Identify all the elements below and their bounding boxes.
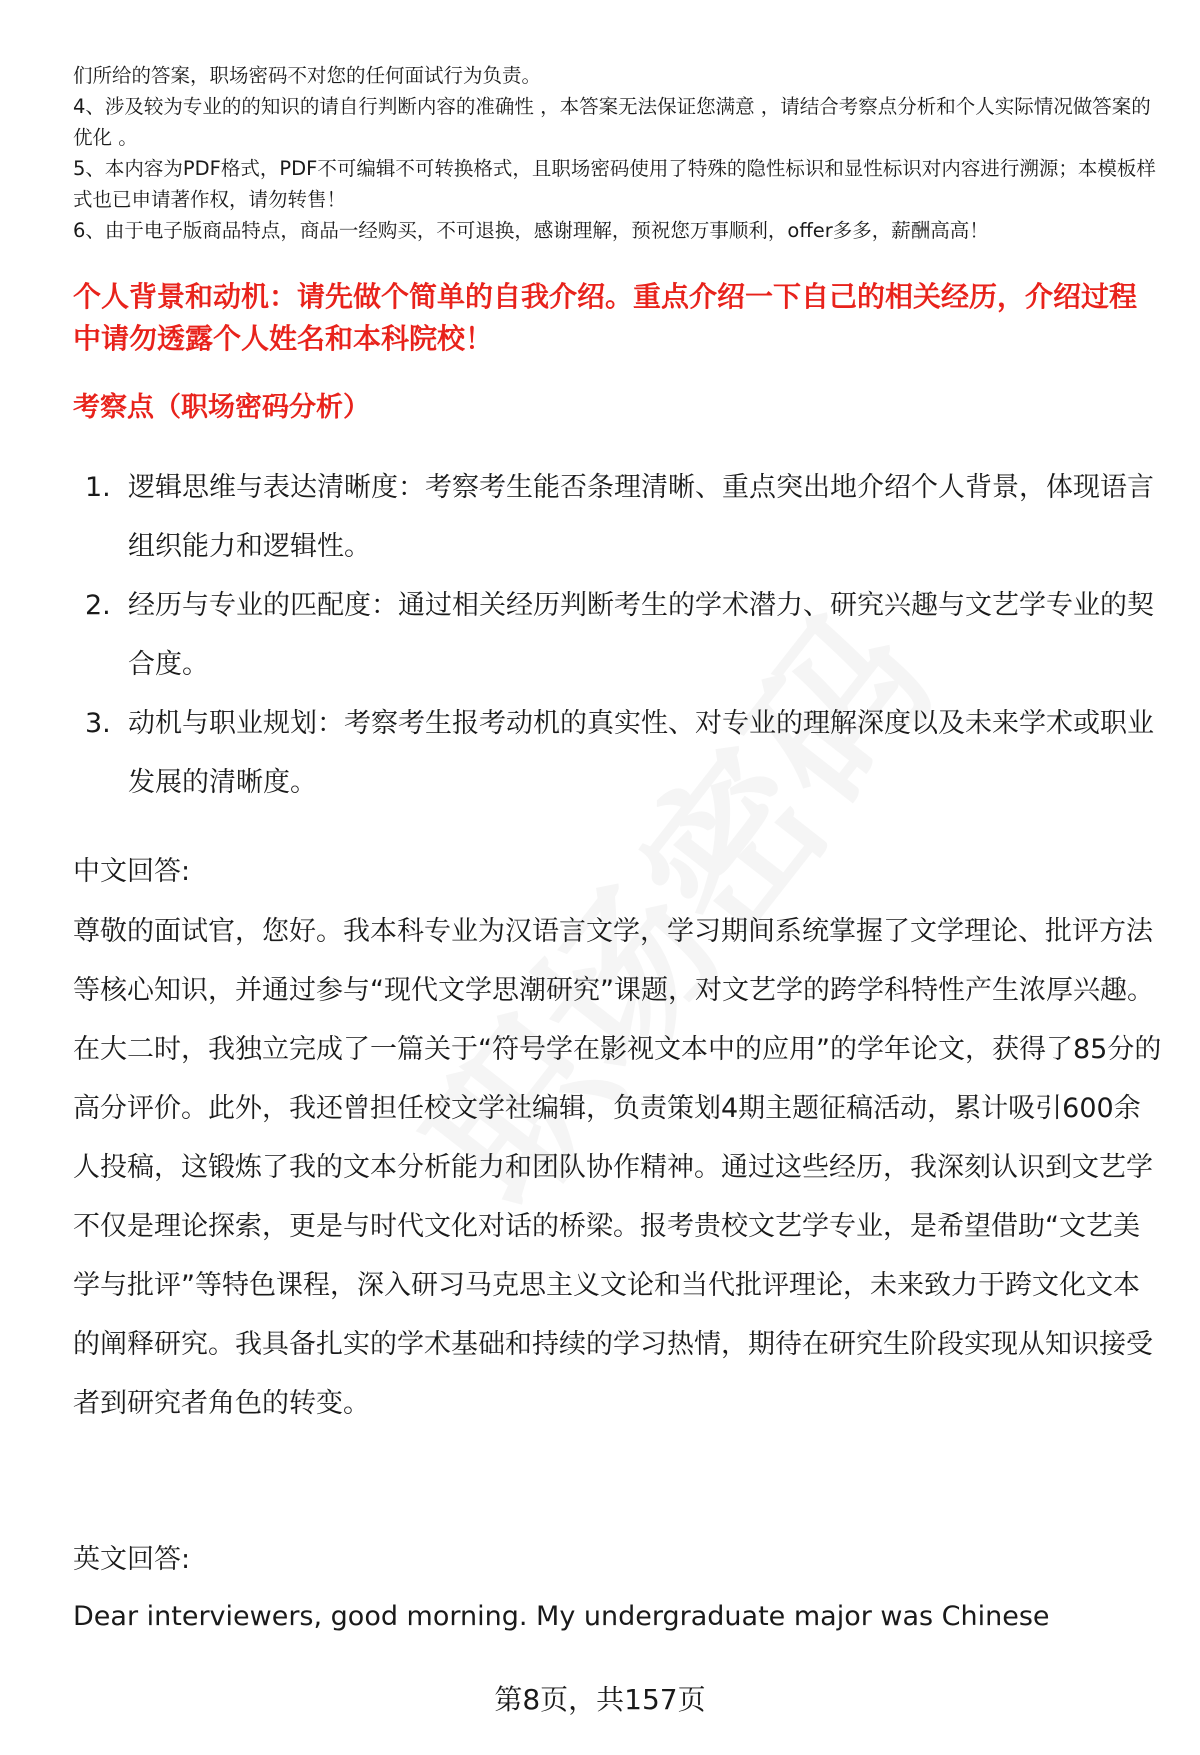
note-line: 4、涉及较为专业的的知识的请自行判断内容的准确性 ，本答案无法保证您满意 ，请结合考察点分析和个人实际情况做答案的优化 。 [73, 95, 1151, 149]
page-number: 第8页，共157页 [494, 1683, 706, 1716]
section-title: 考察点（职场密码分析） [73, 392, 370, 423]
list-item [73, 694, 1163, 812]
list-item-text: 经历与专业的匹配度：通过相关经历判断考生的学术潜力、研究兴趣与文艺学专业的契合度。 [128, 590, 1154, 680]
disclaimer-notes [73, 60, 1163, 246]
list-number: 2. [85, 590, 111, 621]
list-item [73, 458, 1163, 576]
list-item-text: 逻辑思维与表达清晰度：考察考生能否条理清晰、重点突出地介绍个人背景，体现语言组织能力和逻辑性。 [128, 472, 1154, 562]
list-number: 3. [85, 708, 111, 739]
list-number: 1. [85, 472, 111, 503]
chinese-answer-text: 尊敬的面试官，您好。我本科专业为汉语言文学，学习期间系统掌握了文学理论、批评方法等核心知识，并通过参与“现代文学思潮研究”课题，对文艺学的跨学科特性产生浓厚兴趣。在大二时，我独立完成了一篇关于“符号学在影视文本中的应用”的学年论文，获得了85分的高分评价。此外，我还曾担任校文学社编辑，负责策划4期主题征稿活动，累计吸引600余人投稿，这锻炼了我的文本分析能力和团队协作精神。通过这些经历，我深刻认识到文艺学不仅是理论探索，更是与时代文化对话的桥梁。报考贵校文艺学专业，是希望借助“文艺美学与批评”等特色课程，深入研习马克思主义文论和当代批评理论，未来致力于跨文化文本的阐释研究。我具备扎实的学术基础和持续的学习热情，期待在研究生阶段实现从知识接受者到研究者角色的转变。 [73, 916, 1162, 1419]
assessment-points [73, 458, 1163, 812]
list-item [73, 576, 1163, 694]
list-item-text: 动机与职业规划：考察考生报考动机的真实性、对专业的理解深度以及未来学术或职业发展的清晰度。 [128, 708, 1154, 798]
english-answer-text: Dear interviewers, good morning. My undergraduate major was Chinese [73, 1601, 1050, 1632]
chinese-answer-label: 中文回答: [73, 856, 191, 887]
question-title: 个人背景和动机：请先做个简单的自我介绍。重点介绍一下自己的相关经历，介绍过程中请勿透露个人姓名和本科院校！ [73, 280, 1138, 355]
english-answer-label: 英文回答: [73, 1544, 191, 1575]
note-line: 5、本内容为PDF格式，PDF不可编辑不可转换格式，且职场密码使用了特殊的隐性标识和显性标识对内容进行溯源；本模板样式也已申请著作权，请勿转售！ [73, 157, 1156, 211]
note-line: 6、由于电子版商品特点，商品一经购买，不可退换，感谢理解，预祝您万事顺利，offer多多，薪酬高高！ [73, 219, 989, 242]
note-line: 们所给的答案，职场密码不对您的任何面试行为负责。 [73, 64, 542, 87]
